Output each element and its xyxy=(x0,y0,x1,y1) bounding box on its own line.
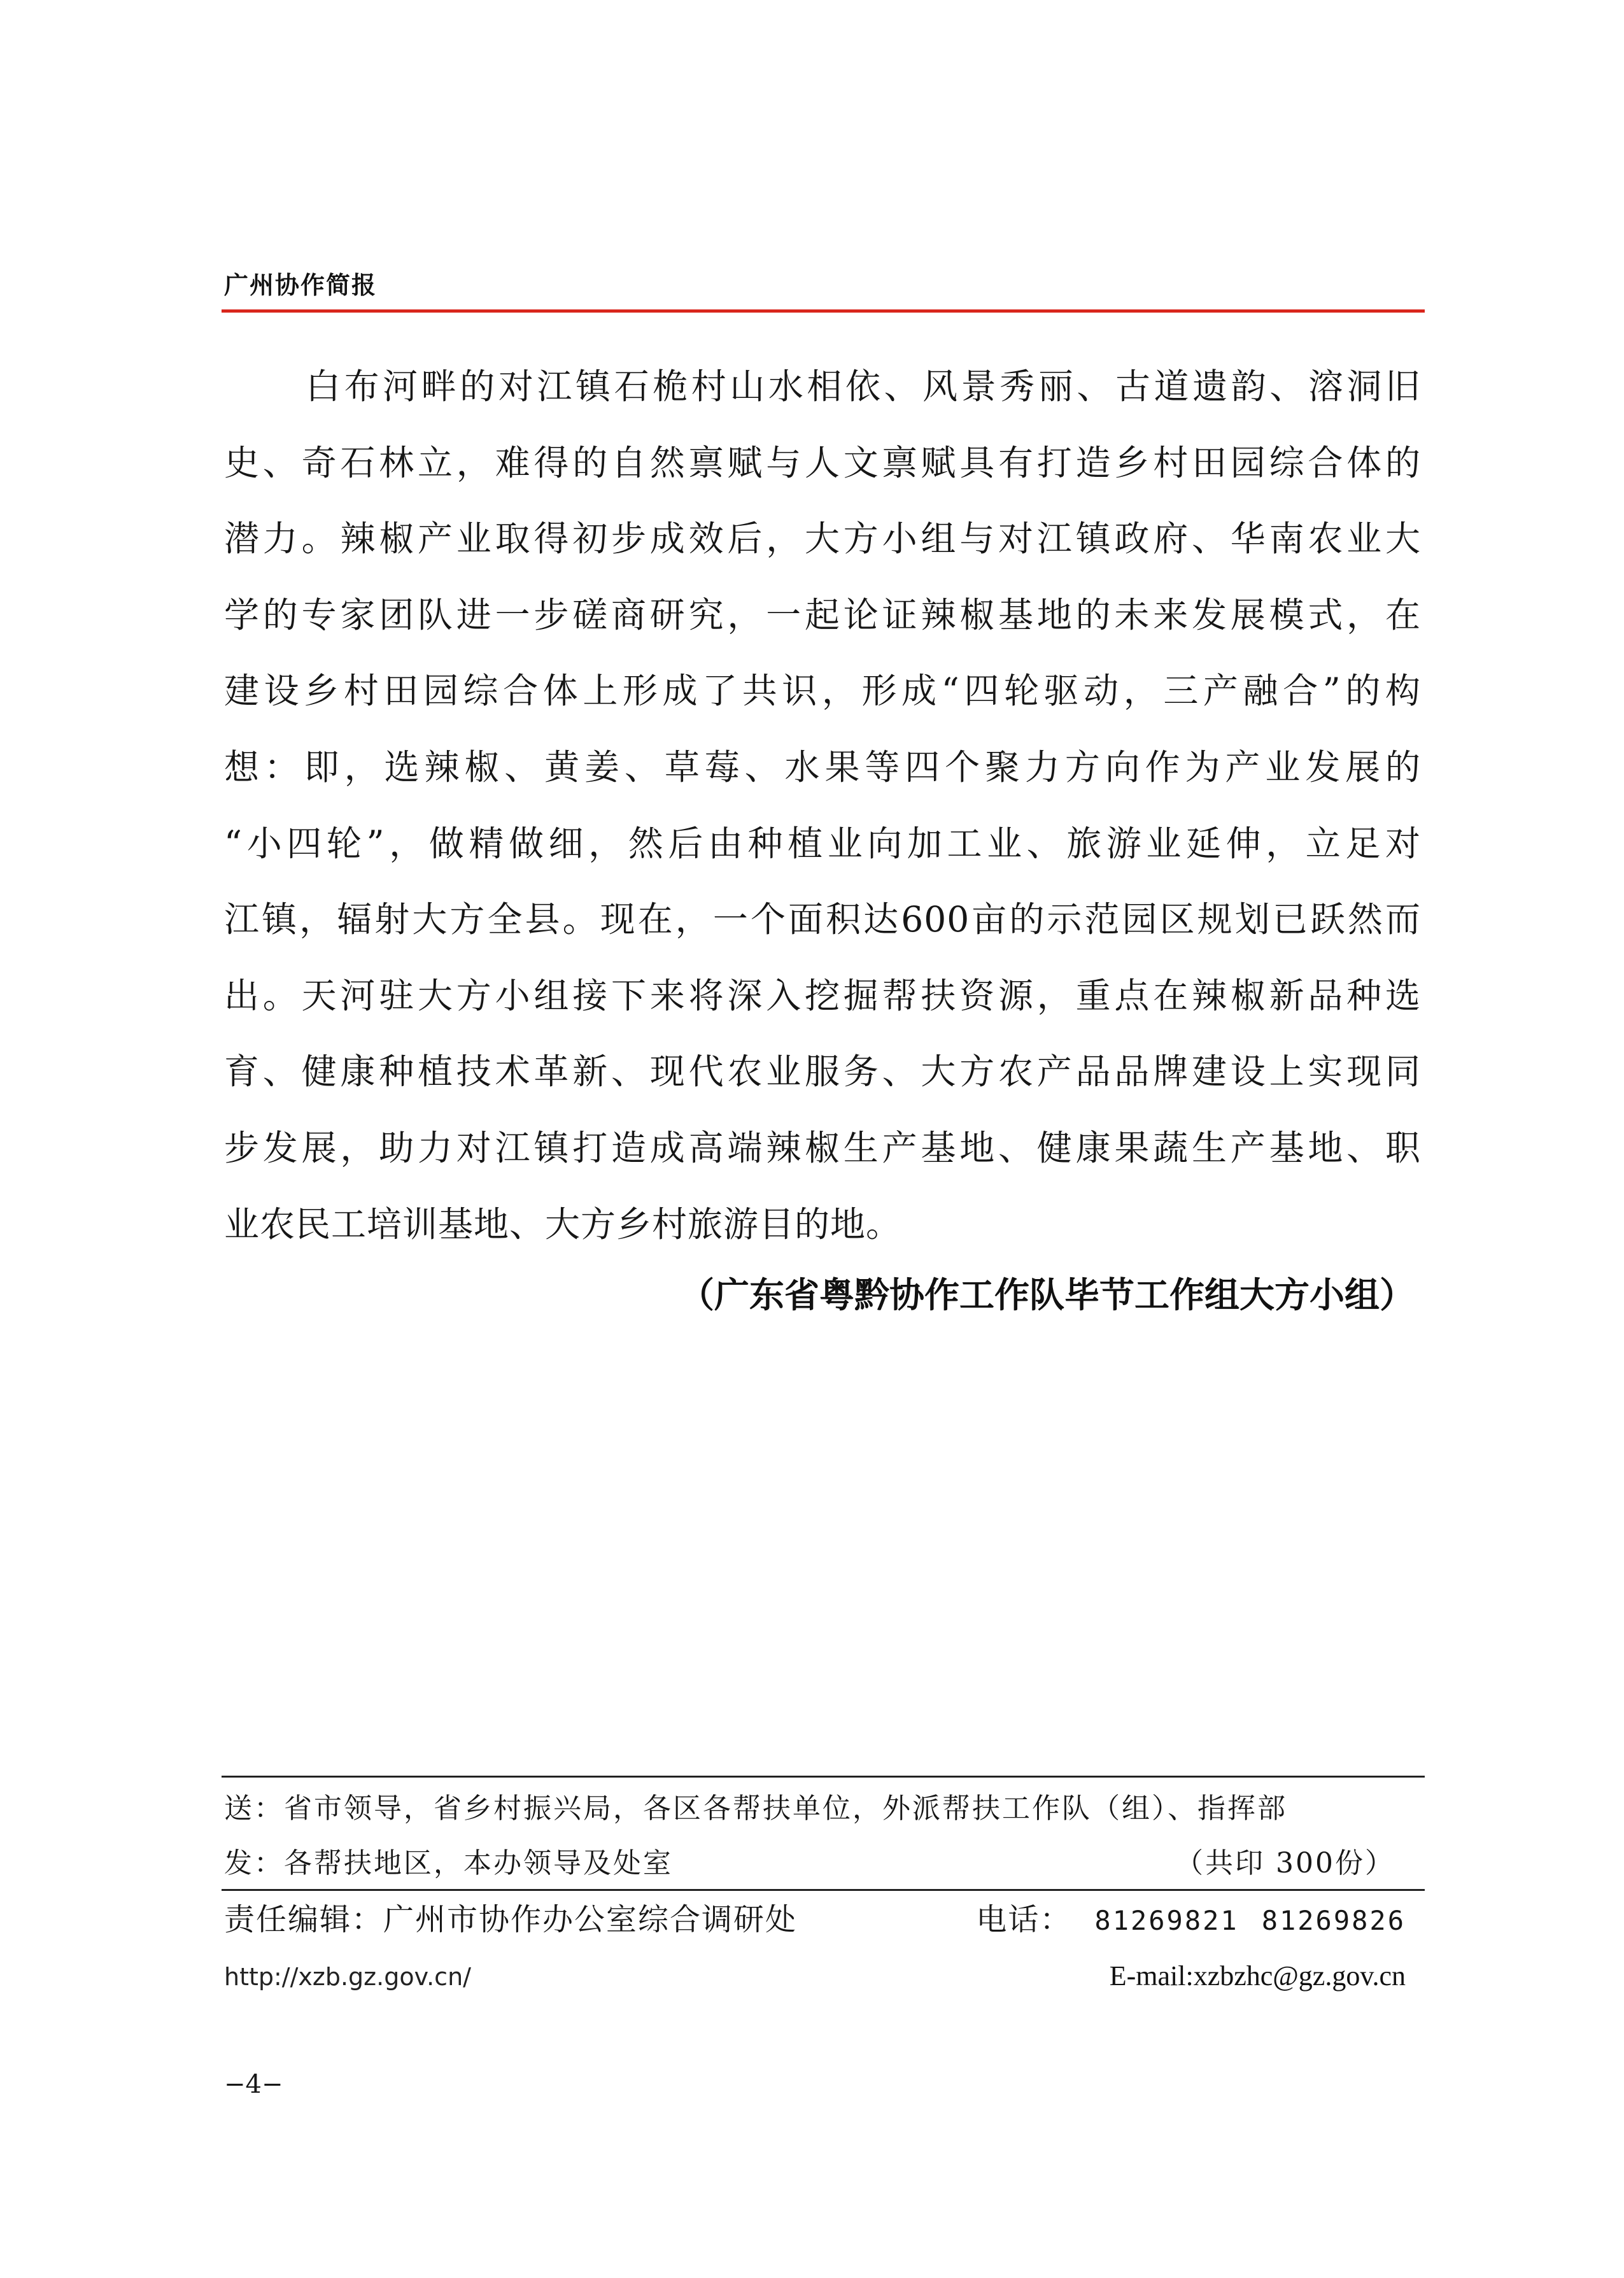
print-copies: （共印 300份） xyxy=(1175,1847,1395,1879)
paragraph-line: 业农民工培训基地、大方乡村旅游目的地。 xyxy=(224,1203,902,1245)
paragraph-line: 建设乡村田园综合体上形成了共识，形成“四轮驱动，三产融合”的构 xyxy=(224,670,1421,712)
article-paragraph xyxy=(224,349,1421,1263)
paragraph-line: 步发展，助力对江镇打造成高端辣椒生产基地、健康果蔬生产基地、职 xyxy=(224,1127,1421,1168)
paragraph-line: 学的专家团队进一步磋商研究，一起论证辣椒基地的未来发展模式，在 xyxy=(224,594,1421,635)
contact-links-row xyxy=(224,1960,1406,1993)
paragraph-line: 江镇，辐射大方全县。现在，一个面积达600亩的示范园区规划已跃然而 xyxy=(224,899,1421,940)
paragraph-line: 白布河畔的对江镇石桅村山水相依、风景秀丽、古道遗韵、溶洞旧 xyxy=(306,366,1421,407)
paragraph-line: 育、健康种植技术革新、现代农业服务、大方农产品品牌建设上实现同 xyxy=(224,1051,1421,1093)
distribution-list-line1: 送：省市领导，省乡村振兴局，各区各帮扶单位，外派帮扶工作队（组）、指挥部 xyxy=(224,1792,1287,1825)
footer-top-rule xyxy=(222,1776,1425,1778)
page-number: −4− xyxy=(224,2070,283,2099)
paragraph-line: “小四轮”，做精做细，然后由种植业向加工业、旅游业延伸，立足对 xyxy=(224,823,1421,864)
responsible-editor: 责任编辑：广州市协作办公室综合调研处 xyxy=(224,1902,798,1937)
newsletter-title: 广州协作简报 xyxy=(224,271,378,299)
phone-number: 81269826 xyxy=(1261,1905,1406,1936)
distribution-list-line2: 发：各帮扶地区，本办领导及处室 xyxy=(224,1847,673,1879)
footer-middle-rule xyxy=(222,1889,1425,1891)
article-signature: （广东省粤黔协作工作队毕节工作组大方小组） xyxy=(679,1275,1415,1315)
email-link[interactable]: E-mail:xzbzhc@gz.gov.cn xyxy=(1109,1960,1406,1991)
paragraph-line: 史、奇石林立，难得的自然禀赋与人文禀赋具有打造乡村田园综合体的 xyxy=(224,442,1421,483)
paragraph-line: 潜力。辣椒产业取得初步成效后，大方小组与对江镇政府、华南农业大 xyxy=(224,518,1421,560)
phone-label: 电话： xyxy=(976,1902,1072,1937)
phone-number: 81269821 xyxy=(1094,1905,1239,1936)
distribution-row xyxy=(224,1846,1395,1881)
paragraph-line: 出。天河驻大方小组接下来将深入挖掘帮扶资源，重点在辣椒新品种选 xyxy=(224,975,1421,1016)
editor-row xyxy=(224,1902,1406,1939)
header-red-rule xyxy=(222,309,1425,313)
paragraph-line: 想：即，选辣椒、黄姜、草莓、水果等四个聚力方向作为产业发展的 xyxy=(224,746,1421,788)
website-link[interactable]: http://xzb.gz.gov.cn/ xyxy=(224,1963,471,1991)
phone-info xyxy=(976,1902,1406,1939)
